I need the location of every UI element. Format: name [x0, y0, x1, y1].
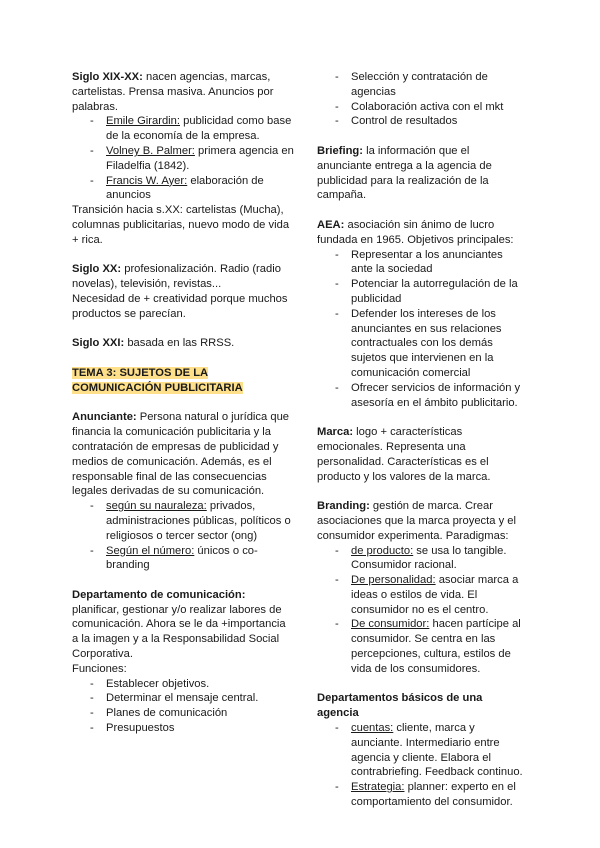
branding-paragraph [317, 499, 527, 543]
branding-text: gestión de marca. Crear asociaciones que la marca proyecta y el consumidor experimenta. Paradigmas: [317, 500, 516, 542]
list-item-text: se usa lo tangible. Consumidor racional. [351, 544, 507, 572]
list-item-term: cuentas: [351, 722, 394, 735]
list-item: - Determinar el mensaje central. [72, 691, 294, 706]
departamentos-list [317, 721, 527, 810]
list-item: - Control de resultados [317, 114, 527, 129]
departamento-heading [72, 588, 294, 603]
funciones-list [72, 677, 294, 736]
marca-heading: Marca: [317, 426, 354, 439]
list-item-text: primera agencia en Filadelfia (1842). [106, 144, 294, 172]
branding-list [317, 544, 527, 677]
aea-list [317, 248, 527, 411]
siglo-xix-list [72, 114, 294, 203]
siglo-xx-paragraph-2: Necesidad de + creatividad porque muchos productos se parecían. [72, 292, 288, 320]
tema-heading-line2: COMUNICACIÓN PUBLICITARIA [72, 381, 243, 394]
siglo-xx-paragraph [72, 262, 294, 292]
list-item-text: cliente, marca y aunciante. Intermediario entre agencia y cliente. Elabora el contrabriefing. Feedback continuo. [351, 722, 523, 779]
departamentos-heading [317, 691, 527, 721]
list-item-term: De consumidor: [351, 618, 430, 631]
briefing-text: la información que el anunciante entrega a la agencia de publicidad para la realización de la campaña. [317, 144, 492, 202]
list-item-term: De personalidad: [351, 574, 436, 587]
list-item [72, 499, 294, 543]
anunciante-list [72, 499, 294, 573]
list-item-text: asociar marca a ideas o estilos de vida. El consumidor no es el centro. [351, 574, 519, 616]
siglo-xix-text: nacen agencias, marcas, cartelistas. Prensa masiva. Anuncios por palabras. [72, 71, 274, 113]
branding-heading: Branding: [317, 500, 370, 513]
list-item [317, 780, 527, 810]
list-item-term: Volney B. Palmer: [106, 144, 195, 157]
siglo-xxi-paragraph [72, 336, 294, 351]
list-item [72, 174, 294, 204]
list-item [72, 544, 294, 574]
siglo-xx-text: profesionalización. Radio (radio novelas), televisión, revistas... [72, 263, 281, 291]
list-item: - Representar a los anunciantes ante la sociedad [317, 248, 527, 278]
left-column [72, 70, 294, 736]
list-item-text: planner: experto en el comportamiento del consumidor. [351, 781, 516, 809]
departamento-text: planificar, gestionar y/o realizar labores de comunicación. Ahora se le da +importancia a la imagen y a la Responsabilidad Social Corporativa. [72, 603, 286, 661]
list-item-term: Francis W. Ayer: [106, 174, 188, 187]
funciones-list-continued [317, 70, 527, 129]
aea-text: asociación sin ánimo de lucro fundada en 1965. Objetivos principales: [317, 218, 514, 246]
list-item [72, 144, 294, 174]
siglo-xxi-heading: Siglo XXI: [72, 337, 125, 350]
list-item-text: únicos o co-branding [106, 544, 258, 572]
list-item [317, 573, 527, 617]
list-item: - Potenciar la autorregulación de la publicidad [317, 277, 527, 307]
list-item-term: según su nauraleza: [106, 500, 207, 513]
right-column [317, 70, 527, 810]
list-item: - Defender los intereses de los anunciantes en sus relaciones contractuales con los demás sujetos que intervienen en la comunicación comercial [317, 307, 527, 381]
aea-paragraph [317, 218, 527, 248]
list-item [317, 617, 527, 676]
siglo-xxi-text: basada en las RRSS. [124, 337, 235, 350]
funciones-label: Funciones: [72, 662, 127, 675]
list-item: - Establecer objetivos. [72, 677, 294, 692]
list-item: - Selección y contratación de agencias [317, 70, 527, 100]
list-item-term: de producto: [351, 544, 414, 557]
list-item-term: Según el número: [106, 544, 195, 557]
list-item-text: privados, administraciones públicas, políticos o religiosos o tercer sector (ong) [106, 500, 291, 542]
list-item: - Planes de comunicación [72, 706, 294, 721]
anunciante-heading: Anunciante: [72, 411, 137, 424]
list-item-text: elaboración de anuncios [106, 174, 264, 202]
tema-heading-line1: TEMA 3: SUJETOS DE LA [72, 366, 209, 379]
departamento-heading-text: Departamento de comunicación: [72, 588, 246, 601]
list-item-text: hacen partícipe al consumidor. Se centra en las percepciones, cultura, estilos de vida de los consumidores. [351, 618, 521, 675]
list-item [72, 114, 294, 144]
tema-heading [72, 366, 294, 396]
list-item-text: publicidad como base de la economía de la empresa. [106, 115, 292, 143]
briefing-paragraph [317, 144, 527, 203]
siglo-xix-paragraph [72, 70, 294, 114]
list-item: - Colaboración activa con el mkt [317, 100, 527, 115]
list-item [317, 544, 527, 574]
list-item: - Presupuestos [72, 721, 294, 736]
briefing-heading: Briefing: [317, 144, 363, 157]
list-item [317, 721, 527, 780]
aea-heading: AEA: [317, 218, 345, 231]
list-item-term: Emile Girardin: [106, 115, 180, 128]
marca-paragraph [317, 425, 527, 484]
list-item: - Ofrecer servicios de información y asesoría en el ámbito publicitario. [317, 381, 527, 411]
anunciante-text: Persona natural o jurídica que financia la comunicación publicitaria y la contratación de empresas de publicidad y medios de comunicación. Además, es el responsable final de las consecuencias legales derivadas de su comunicación. [72, 411, 290, 498]
anunciante-paragraph [72, 410, 294, 499]
marca-text: logo + características emocionales. Representa una personalidad. Características es el producto y los valores de la marca. [317, 426, 491, 483]
transicion-paragraph: Transición hacia s.XX: cartelistas (Mucha), columnas publicitarias, nuevo modo de vida + rica. [72, 204, 290, 246]
siglo-xx-heading: Siglo XX: [72, 263, 122, 276]
departamentos-heading-text: Departamentos básicos de una agencia [317, 692, 483, 720]
siglo-xix-heading: Siglo XIX-XX: [72, 71, 143, 83]
list-item-term: Estrategia: [351, 781, 405, 794]
